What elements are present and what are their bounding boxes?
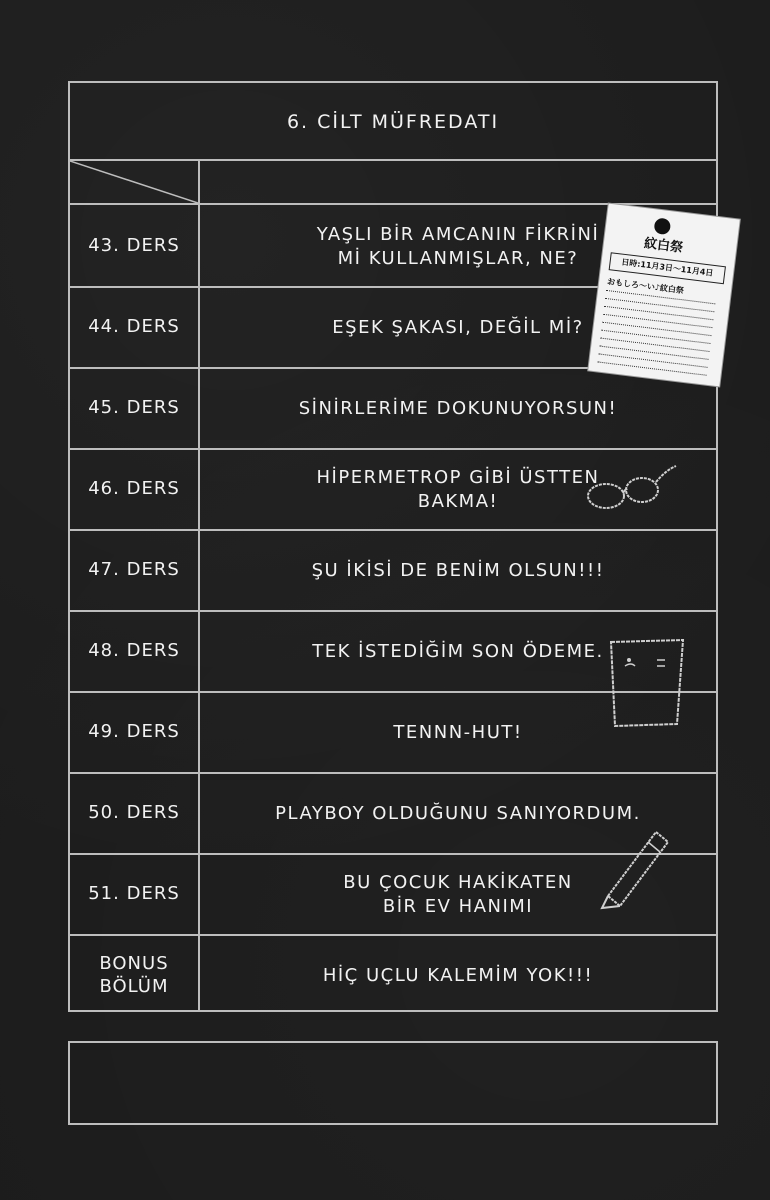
lesson-number: 49. DERS: [88, 721, 180, 743]
header-diagonal-line: [70, 161, 198, 205]
note-date: 日時:11月3日〜11月4日: [609, 252, 726, 284]
chapter-title: ŞU İKİSİ DE BENİM OLSUN!!!: [311, 559, 605, 581]
toc-title-row: [70, 83, 716, 161]
chapter-title: SİNİRLERİME DOKUNUYORSUN!: [298, 397, 618, 419]
note-text-lines: [596, 290, 715, 383]
chapter-title: BU ÇOCUK HAKİKATEN BİR EV HANIMI: [343, 872, 573, 917]
lesson-number: 51. DERS: [88, 883, 180, 905]
chapter-title: TEK İSTEDİĞİM SON ÖDEME.: [312, 640, 604, 662]
lesson-number: 48. DERS: [88, 640, 180, 662]
table-row: [70, 531, 716, 612]
lesson-number: 50. DERS: [88, 802, 180, 824]
pencil-icon: [596, 826, 676, 912]
lesson-number: BONUS BÖLÜM: [99, 953, 169, 997]
table-row: [70, 936, 716, 1015]
lesson-number: 46. DERS: [88, 478, 180, 500]
lesson-number: 45. DERS: [88, 397, 180, 419]
lesson-number: 47. DERS: [88, 559, 180, 581]
note-subtitle: おもしろ〜い♪紋白祭: [606, 277, 685, 296]
chapter-title: YAŞLI BİR AMCANIN FİKRİNİ Mİ KULLANMIŞLAR, NE?: [316, 224, 600, 269]
note-title: 紋白祭: [643, 236, 684, 256]
toc-header-row: [70, 161, 716, 205]
bottom-empty-box: [68, 1041, 718, 1125]
chapter-title: TENNN-HUT!: [393, 721, 523, 743]
table-row: [70, 369, 716, 450]
chapter-title: HİPERMETROP GİBİ ÜSTTEN BAKMA!: [316, 467, 600, 512]
chapter-title: PLAYBOY OLDUĞUNU SANIYORDUM.: [275, 802, 641, 824]
pin-icon: [653, 217, 671, 235]
lesson-number: 43. DERS: [88, 235, 180, 257]
page-title: 6. CİLT MÜFREDATI: [286, 111, 500, 133]
glasses-icon: [580, 460, 680, 520]
wallet-icon: [605, 632, 690, 732]
chapter-title: HİÇ UÇLU KALEMİM YOK!!!: [322, 964, 594, 986]
festival-note: [588, 204, 739, 387]
lesson-number: 44. DERS: [88, 316, 180, 338]
chapter-title: EŞEK ŞAKASI, DEĞİL Mİ?: [332, 316, 584, 338]
